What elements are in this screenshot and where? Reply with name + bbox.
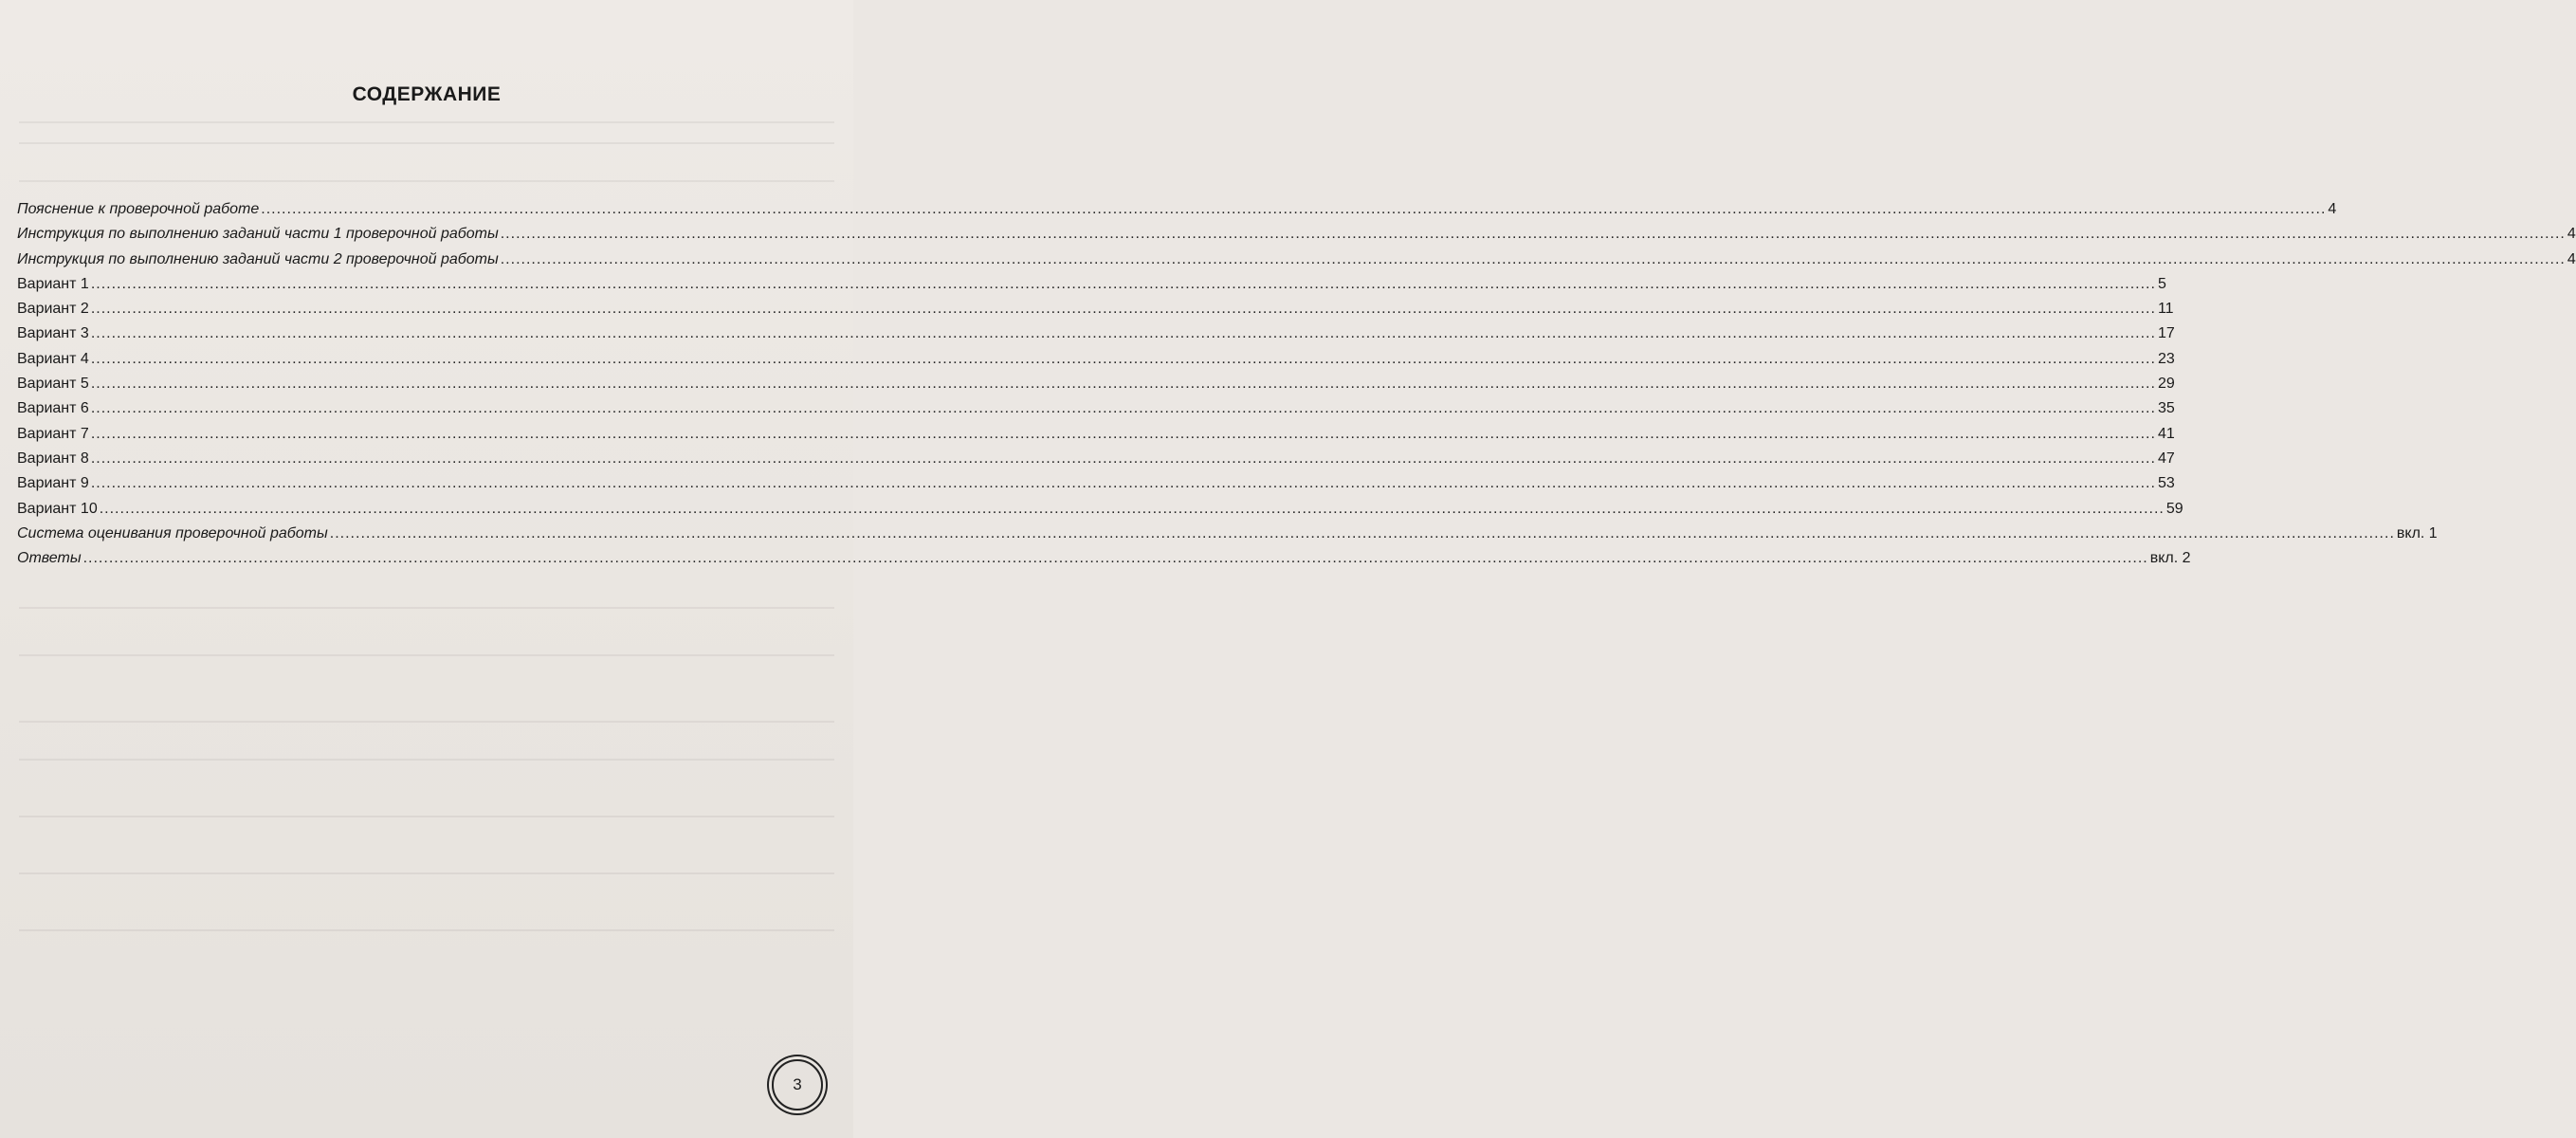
dot-leader: ................................................................................................................................................................................................................................................................................................................................................................................................................ [90,450,2156,467]
toc-entry-title: Вариант 8 [17,450,89,467]
table-of-contents [17,201,2576,575]
dot-leader: ................................................................................................................................................................................................................................................................................................................................................................................................................ [90,425,2156,442]
dot-leader: ................................................................................................................................................................................................................................................................................................................................................................................................................ [90,275,2156,292]
bleed-through-line [19,759,834,761]
toc-entry-page: вкл. 2 [2149,550,2191,567]
dot-leader: ................................................................................................................................................................................................................................................................................................................................................................................................................ [500,226,2566,243]
toc-entry-title: Вариант 10 [17,500,98,517]
dot-leader: ................................................................................................................................................................................................................................................................................................................................................................................................................ [90,325,2156,342]
toc-entry[interactable] [17,325,2175,350]
bleed-through-line [19,607,834,609]
dot-leader: ................................................................................................................................................................................................................................................................................................................................................................................................................ [90,350,2156,367]
dot-leader: ................................................................................................................................................................................................................................................................................................................................................................................................................ [329,524,2395,541]
dot-leader: ................................................................................................................................................................................................................................................................................................................................................................................................................ [82,550,2148,567]
toc-entry-page: 17 [2157,325,2175,342]
toc-entry[interactable] [17,450,2175,475]
toc-entry-title: Инструкция по выполнению заданий части 2 проверочной работы [17,250,499,267]
toc-entry[interactable] [17,201,2337,226]
bleed-through-line [19,180,834,182]
dot-leader: ................................................................................................................................................................................................................................................................................................................................................................................................................ [90,376,2156,393]
toc-entry-page: 53 [2157,475,2175,492]
dot-leader: ................................................................................................................................................................................................................................................................................................................................................................................................................ [90,400,2156,417]
toc-entry[interactable] [17,226,2576,250]
toc-entry-page: 5 [2157,275,2166,292]
toc-entry-title: Вариант 9 [17,475,89,492]
toc-entry-title: Вариант 1 [17,275,89,292]
toc-entry[interactable] [17,475,2175,500]
toc-entry[interactable] [17,275,2166,301]
toc-entry-page: 23 [2157,350,2175,367]
toc-entry-title: Вариант 2 [17,301,89,318]
toc-entry-page: 47 [2157,450,2175,467]
dot-leader: ................................................................................................................................................................................................................................................................................................................................................................................................................ [99,500,2165,517]
toc-entry[interactable] [17,250,2576,276]
toc-entry-page: 4 [2567,250,2576,267]
toc-entry-page: 11 [2157,301,2174,318]
bleed-through-line [19,929,834,931]
toc-entry-title: Вариант 6 [17,400,89,417]
page-number: 3 [772,1059,823,1110]
dot-leader: ................................................................................................................................................................................................................................................................................................................................................................................................................ [90,475,2156,492]
toc-entry-title: Вариант 3 [17,325,89,342]
toc-entry[interactable] [17,550,2191,575]
bleed-through-line [19,654,834,656]
toc-entry-page: 4 [2567,226,2576,243]
toc-entry-title: Вариант 7 [17,425,89,442]
toc-entry-title: Ответы [17,550,82,567]
bleed-through-line [19,721,834,723]
toc-entry-title: Пояснение к проверочной работе [17,201,260,217]
toc-entry-title: Вариант 5 [17,376,89,393]
page-title: СОДЕРЖАНИЕ [352,83,502,105]
dot-leader: ................................................................................................................................................................................................................................................................................................................................................................................................................ [261,201,2327,217]
bleed-through-line [19,121,834,123]
toc-entry[interactable] [17,524,2438,550]
dot-leader: ................................................................................................................................................................................................................................................................................................................................................................................................................ [90,301,2156,318]
toc-entry-page: 4 [2328,201,2337,217]
toc-entry-title: Вариант 4 [17,350,89,367]
toc-entry-page: 59 [2165,500,2183,517]
dot-leader: ................................................................................................................................................................................................................................................................................................................................................................................................................ [500,250,2566,267]
toc-entry-page: вкл. 1 [2396,524,2438,541]
bleed-through-line [19,142,834,144]
toc-entry-page: 29 [2157,376,2175,393]
toc-entry[interactable] [17,500,2183,525]
toc-entry[interactable] [17,301,2174,325]
toc-entry[interactable] [17,425,2175,450]
toc-entry[interactable] [17,350,2175,376]
bleed-through-line [19,872,834,874]
toc-entry-page: 35 [2157,400,2175,417]
toc-entry-title: Инструкция по выполнению заданий части 1 проверочной работы [17,226,499,243]
toc-entry[interactable] [17,400,2175,425]
toc-entry-title: Система оценивания проверочной работы [17,524,328,541]
toc-entry[interactable] [17,376,2175,400]
bleed-through-line [19,816,834,817]
toc-entry-page: 41 [2157,425,2175,442]
